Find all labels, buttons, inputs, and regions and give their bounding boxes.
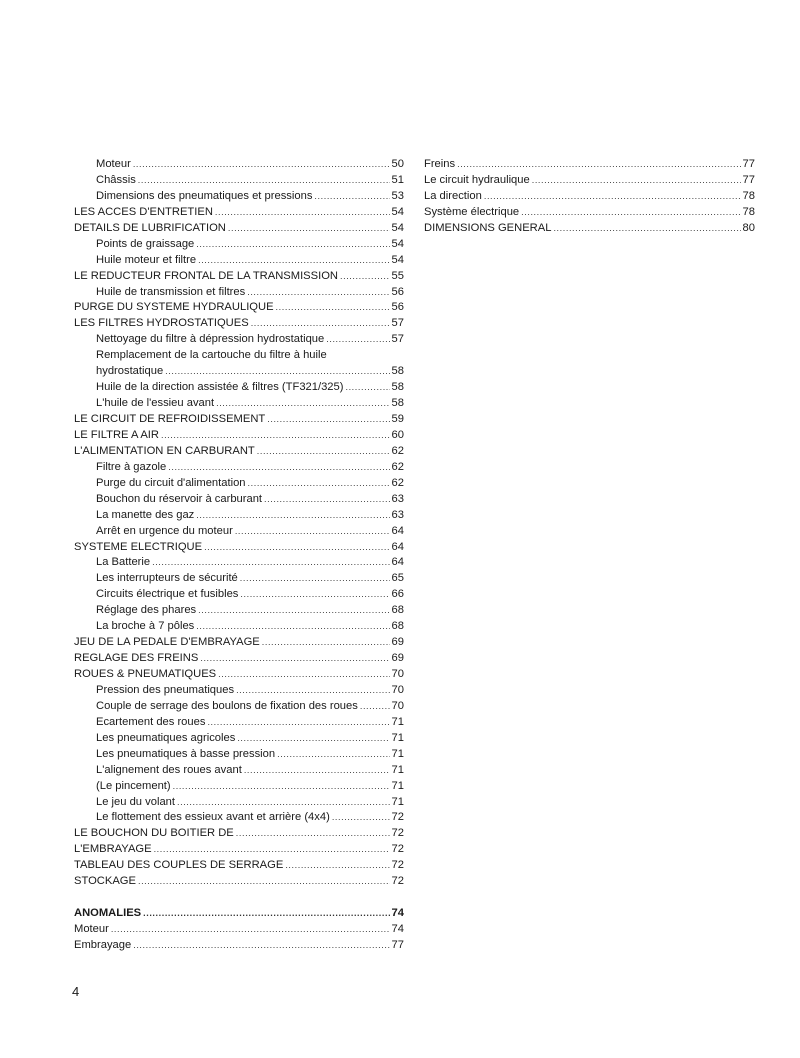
- toc-entry-tableau-des-couples-de-serrage: [74, 858, 404, 874]
- toc-entry-title: ROUES & PNEUMATIQUES: [74, 668, 217, 680]
- toc-entry-title: Huile de la direction assistée & filtres (TF321/325): [96, 381, 344, 394]
- toc-entry-nettoyage-du-filtre-a-depression-hydrostatique: [74, 332, 404, 348]
- toc-entry-title: Les pneumatiques à basse pression: [96, 747, 276, 760]
- toc-leader-dots: [111, 922, 390, 938]
- toc-entry-title: (Le pincement): [96, 779, 171, 792]
- toc-leader-dots: [264, 492, 390, 508]
- toc-entry-page: 51: [391, 173, 404, 186]
- toc-leader-dots: [267, 412, 389, 428]
- toc-leader-dots: [521, 205, 740, 221]
- toc-entry-title: La Batterie: [96, 556, 151, 569]
- toc-entry-le-jeu-du-volant: [74, 795, 404, 811]
- toc-entry-title: L'EMBRAYAGE: [74, 843, 152, 856]
- toc-leader-dots: [236, 683, 389, 699]
- toc-entry-page: 59: [391, 413, 404, 425]
- toc-leader-dots: [457, 157, 740, 173]
- toc-leader-dots: [138, 173, 390, 189]
- toc-entry-title: Le flottement des essieux avant et arrière (4x4): [96, 811, 330, 824]
- toc-entry-title: Nettoyage du filtre à dépression hydrostatique: [96, 333, 325, 346]
- toc-leader-dots: [345, 380, 389, 396]
- toc-entry-title: Huile de transmission et filtres: [96, 285, 246, 298]
- toc-leader-dots: [168, 460, 389, 476]
- toc-entry-title: Bouchon du réservoir à carburant: [96, 492, 263, 505]
- toc-entry-title: SYSTEME ELECTRIQUE: [74, 540, 203, 553]
- toc-entry-title: LES FILTRES HYDROSTATIQUES: [74, 317, 249, 330]
- toc-entry-title: Châssis: [96, 173, 136, 186]
- toc-entry-page: 72: [391, 827, 404, 840]
- toc-entry-la-broche-a-7-poles: [74, 619, 404, 635]
- toc-leader-dots: [340, 269, 390, 285]
- toc-leader-dots: [198, 253, 389, 269]
- page-number: 4: [72, 984, 80, 999]
- toc-entry-systeme-electrique: [424, 205, 755, 221]
- toc-leader-dots: [196, 619, 389, 635]
- toc-entry-page: 63: [391, 492, 404, 505]
- toc-entry-page: 78: [742, 189, 755, 202]
- toc-entry-title: REGLAGE DES FREINS: [74, 652, 199, 665]
- toc-leader-dots: [553, 221, 740, 237]
- toc-entry-les-interrupteurs-de-securite: [74, 571, 404, 587]
- toc-entry-page: 64: [391, 556, 404, 569]
- toc-leader-dots: [200, 651, 389, 667]
- toc-entry-title: Couple de serrage des boulons de fixation des roues: [96, 699, 358, 712]
- toc-entry-dimensions-general: [424, 221, 755, 237]
- toc-entry-page: 54: [391, 253, 404, 266]
- toc-entry-title: Filtre à gazole: [96, 460, 167, 473]
- toc-entry-page: 54: [391, 221, 404, 234]
- toc-entry-embrayage: [74, 938, 404, 954]
- toc-entry-reglage-des-freins: [74, 651, 404, 667]
- toc-entry-purge-du-circuit-d-alimentation: [74, 476, 404, 492]
- toc-leader-dots: [276, 300, 390, 316]
- toc-entry-title: LE FILTRE A AIR: [74, 428, 159, 441]
- toc-entry-title: La manette des gaz: [96, 508, 195, 521]
- toc-leader-dots: [154, 842, 390, 858]
- toc-leader-dots: [138, 874, 390, 890]
- toc-leader-dots: [196, 508, 389, 524]
- toc-leader-dots: [228, 221, 390, 237]
- toc-entry-purge-du-systeme-hydraulique: [74, 300, 404, 316]
- toc-entry-les-filtres-hydrostatiques: [74, 316, 404, 332]
- toc-leader-dots: [198, 603, 389, 619]
- toc-leader-dots: [152, 555, 389, 571]
- toc-leader-dots: [237, 731, 389, 747]
- toc-entry-title: Huile moteur et filtre: [96, 253, 197, 266]
- toc-leader-dots: [133, 157, 390, 173]
- toc-entry-huile-de-la-direction-assistee-filtres-tf321-325: [74, 380, 404, 396]
- toc-leader-dots: [244, 763, 390, 779]
- toc-entry-arret-en-urgence-du-moteur: [74, 524, 404, 540]
- toc-entry-title: Moteur: [74, 923, 109, 936]
- toc-entry-page: 71: [391, 795, 404, 808]
- toc-leader-dots: [204, 540, 389, 556]
- toc-entry-freins: [424, 157, 755, 173]
- toc-entry-title: Arrêt en urgence du moteur: [96, 524, 233, 537]
- toc-entry-title: Circuits électrique et fusibles: [96, 588, 239, 601]
- toc-leader-dots: [262, 635, 390, 651]
- toc-entry-page: 80: [742, 221, 755, 234]
- toc-entry-title: Réglage des phares: [96, 604, 197, 617]
- toc-entry-page: 72: [391, 859, 404, 872]
- toc-leader-dots: [247, 285, 389, 301]
- toc-leader-dots: [240, 571, 390, 587]
- toc-entry-title: DIMENSIONS GENERAL: [424, 221, 552, 234]
- toc-entry-page: 64: [391, 524, 404, 537]
- toc-entry-systeme-electrique: [74, 540, 404, 556]
- toc-entry-title: Remplacement de la cartouche du filtre à huile: [96, 349, 327, 362]
- toc-entry-les-acces-d-entretien: [74, 205, 404, 221]
- toc-entry-l-alimentation-en-carburant: [74, 444, 404, 460]
- toc-leader-dots: [236, 826, 390, 842]
- toc-entry-page: 57: [391, 317, 404, 330]
- toc-entry-remplacement-de-la-cartouche-du-filtre-a-huile: [74, 348, 404, 364]
- toc-entry-page: 53: [391, 189, 404, 202]
- toc-entry-title: Freins: [424, 158, 456, 170]
- toc-leader-dots: [285, 858, 389, 874]
- toc-entry-hydrostatique: [74, 364, 404, 380]
- toc-entry-le-reducteur-frontal-de-la-transmission: [74, 269, 404, 285]
- toc-entry-stockage: [74, 874, 404, 890]
- toc-entry-moteur: [74, 922, 404, 938]
- toc-entry-page: 65: [391, 572, 404, 585]
- toc-entry-page: 58: [391, 365, 404, 378]
- toc-entry-title: Dimensions des pneumatiques et pressions: [96, 189, 313, 202]
- toc-entry-page: 72: [391, 843, 404, 856]
- toc-entry-le-circuit-hydraulique: [424, 173, 755, 189]
- toc-entry-page: 71: [391, 731, 404, 744]
- toc-entry-page: 78: [742, 205, 755, 218]
- toc-entry-page: 74: [391, 907, 404, 920]
- toc-entry-page: 64: [391, 540, 404, 553]
- toc-leader-dots: [133, 938, 389, 954]
- toc-entry-title: PURGE DU SYSTEME HYDRAULIQUE: [74, 301, 274, 314]
- toc-entry-title: L'ALIMENTATION EN CARBURANT: [74, 444, 255, 457]
- toc-entry-page: 62: [391, 460, 404, 473]
- toc-entry-title: Purge du circuit d'alimentation: [96, 476, 246, 489]
- toc-entry-page: 69: [391, 652, 404, 665]
- toc-entry-title: Les interrupteurs de sécurité: [96, 572, 238, 585]
- toc-entry-la-batterie: [74, 555, 404, 571]
- toc-entry-title: DETAILS DE LUBRIFICATION: [74, 221, 226, 234]
- toc-entry-chassis: [74, 173, 404, 189]
- toc-entry-title: hydrostatique: [96, 365, 164, 378]
- toc-entry-title: L'huile de l'essieu avant: [96, 397, 215, 410]
- toc-leader-dots: [240, 587, 389, 603]
- toc-leader-dots: [532, 173, 741, 189]
- toc-leader-dots: [314, 189, 389, 205]
- toc-right-column: [424, 157, 755, 237]
- toc-entry-les-pneumatiques-a-basse-pression: [74, 747, 404, 763]
- toc-entry-title: ANOMALIES: [74, 907, 142, 920]
- toc-entry-page: 68: [391, 604, 404, 617]
- toc-entry-title: La broche à 7 pôles: [96, 620, 195, 633]
- toc-entry-roues-pneumatiques: [74, 667, 404, 683]
- toc-leader-dots: [165, 364, 389, 380]
- toc-leader-dots: [360, 699, 390, 715]
- toc-leader-dots: [248, 476, 390, 492]
- toc-leader-dots: [251, 316, 390, 332]
- toc-entry-title: LE CIRCUIT DE REFROIDISSEMENT: [74, 413, 266, 425]
- toc-entry-l-embrayage: [74, 842, 404, 858]
- toc-entry-title: Pression des pneumatiques: [96, 683, 235, 696]
- toc-entry-title: TABLEAU DES COUPLES DE SERRAGE: [74, 859, 284, 872]
- toc-entry-points-de-graissage: [74, 237, 404, 253]
- toc-entry-huile-de-transmission-et-filtres: [74, 285, 404, 301]
- toc-entry-page: 54: [391, 237, 404, 250]
- toc-entry-title: JEU DE LA PEDALE D'EMBRAYAGE: [74, 636, 260, 649]
- toc-entry-page: 71: [391, 715, 404, 728]
- toc-entry-jeu-de-la-pedale-d-embrayage: [74, 635, 404, 651]
- toc-entry-page: 58: [391, 397, 404, 410]
- toc-entry-title: LES ACCES D'ENTRETIEN: [74, 205, 213, 218]
- toc-entry-details-de-lubrification: [74, 221, 404, 237]
- toc-entry-page: 70: [391, 668, 404, 680]
- toc-leader-dots: [332, 810, 390, 826]
- toc-entry-title: Points de graissage: [96, 237, 195, 250]
- toc-entry-title: LE REDUCTEUR FRONTAL DE LA TRANSMISSION: [74, 269, 338, 282]
- toc-leader-dots: [277, 747, 389, 763]
- toc-entry-page: 62: [391, 444, 404, 457]
- toc-left-column: [74, 157, 404, 954]
- toc-entry-moteur: [74, 157, 404, 173]
- toc-entry-page: 72: [391, 875, 404, 888]
- toc-entry-ecartement-des-roues: [74, 715, 404, 731]
- toc-entry-title: Le circuit hydraulique: [424, 173, 530, 186]
- toc-entry-page: 72: [391, 811, 404, 824]
- toc-leader-dots: [218, 667, 389, 683]
- toc-entry-title: Moteur: [96, 158, 131, 170]
- toc-entry-le-filtre-a-air: [74, 428, 404, 444]
- toc-entry-title: Embrayage: [74, 939, 132, 951]
- toc-entry-page: 70: [391, 699, 404, 712]
- toc-entry-page: 57: [391, 333, 404, 346]
- toc-entry-title: La direction: [424, 189, 482, 202]
- toc-entry-la-direction: [424, 189, 755, 205]
- toc-entry-title: Système électrique: [424, 205, 520, 218]
- toc-entry-page: 62: [391, 476, 404, 489]
- toc-entry-couple-de-serrage-des-boulons-de-fixation-des-roues: [74, 699, 404, 715]
- toc-entry-le-circuit-de-refroidissement: [74, 412, 404, 428]
- toc-entry-l-alignement-des-roues-avant: [74, 763, 404, 779]
- toc-entry-bouchon-du-reservoir-a-carburant: [74, 492, 404, 508]
- toc-entry-le-flottement-des-essieux-avant-et-arriere-4x4: [74, 810, 404, 826]
- toc-entry-filtre-a-gazole: [74, 460, 404, 476]
- toc-entry-title: STOCKAGE: [74, 875, 136, 888]
- toc-entry-page: 55: [391, 269, 404, 282]
- toc-entry-page: 71: [391, 779, 404, 792]
- toc-entry-reglage-des-phares: [74, 603, 404, 619]
- toc-leader-dots: [216, 396, 389, 412]
- toc-leader-dots: [484, 189, 741, 205]
- toc-entry-page: 77: [742, 173, 755, 186]
- toc-entry-la-manette-des-gaz: [74, 508, 404, 524]
- toc-entry-page: 60: [391, 428, 404, 441]
- toc-leader-dots: [326, 332, 389, 348]
- toc-entry-title: L'alignement des roues avant: [96, 763, 242, 776]
- toc-entry-page: 56: [391, 301, 404, 314]
- toc-leader-dots: [143, 906, 389, 922]
- toc-entry-page: 68: [391, 620, 404, 633]
- toc-entry-title: Le jeu du volant: [96, 795, 175, 808]
- toc-entry-page: 69: [391, 636, 404, 649]
- toc-leader-dots: [207, 715, 389, 731]
- toc-entry-circuits-electrique-et-fusibles: [74, 587, 404, 603]
- toc-entry-page: 56: [391, 285, 404, 298]
- toc-entry-page: 71: [391, 763, 404, 776]
- toc-entry-page: 77: [391, 939, 404, 951]
- toc-entry-title: Les pneumatiques agricoles: [96, 731, 236, 744]
- toc-leader-dots: [196, 237, 389, 253]
- toc-leader-dots: [215, 205, 390, 221]
- toc-leader-dots: [235, 524, 390, 540]
- toc-leader-dots: [161, 428, 390, 444]
- toc-entry-page: 71: [391, 747, 404, 760]
- toc-entry-page: 77: [742, 158, 755, 170]
- toc-leader-dots: [173, 779, 390, 795]
- toc-entry-page: 70: [391, 683, 404, 696]
- toc-entry-page: 50: [391, 158, 404, 170]
- toc-entry-le-bouchon-du-boitier-de: [74, 826, 404, 842]
- toc-leader-dots: [177, 795, 390, 811]
- toc-entry-dimensions-des-pneumatiques-et-pressions: [74, 189, 404, 205]
- toc-entry-page: 74: [391, 923, 404, 936]
- toc-entry-page: 58: [391, 381, 404, 394]
- toc-entry-title: Ecartement des roues: [96, 715, 206, 728]
- toc-entry-pression-des-pneumatiques: [74, 683, 404, 699]
- toc-entry-anomalies: [74, 906, 404, 922]
- toc-entry-huile-moteur-et-filtre: [74, 253, 404, 269]
- toc-entry-title: LE BOUCHON DU BOITIER DE: [74, 827, 234, 840]
- toc-entry-page: 54: [391, 205, 404, 218]
- toc-leader-dots: [257, 444, 390, 460]
- toc-entry-page: 66: [391, 588, 404, 601]
- toc-entry-le-pincement: [74, 779, 404, 795]
- toc-entry-page: 63: [391, 508, 404, 521]
- toc-entry-l-huile-de-l-essieu-avant: [74, 396, 404, 412]
- toc-entry-les-pneumatiques-agricoles: [74, 731, 404, 747]
